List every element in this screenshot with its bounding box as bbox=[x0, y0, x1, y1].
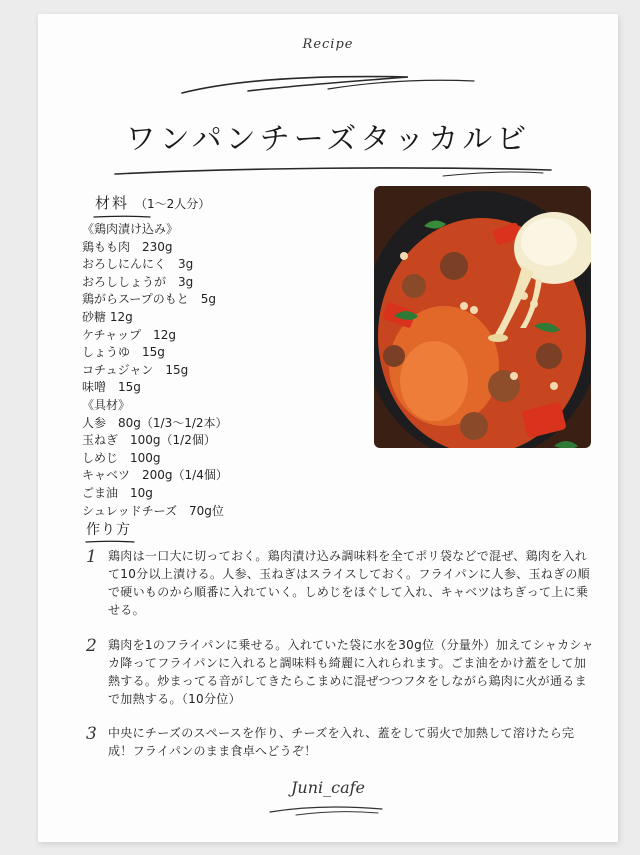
servings-label: （1〜2人分） bbox=[135, 197, 211, 211]
step-text: 中央にチーズのスペースを作り、チーズを入れ、蓋をして弱火で加熱して溶けたら完成！フライパンのまま食卓へどうぞ！ bbox=[108, 726, 575, 758]
dish-illustration bbox=[374, 186, 591, 448]
signature-underline bbox=[266, 802, 386, 818]
ingredient-item: 鶏がらスープのもと 5g bbox=[82, 292, 217, 307]
steps-heading: 作り方 bbox=[86, 522, 131, 538]
step-number: 2 bbox=[86, 636, 97, 656]
ingredient-item: 砂糖 12g bbox=[82, 309, 133, 324]
ingredient-item: 鶏もも肉 230g bbox=[82, 239, 173, 254]
ingredient-item: おろしにんにく 3g bbox=[82, 257, 194, 272]
ingredient-item: キャベツ 200g（1/4個） bbox=[82, 468, 228, 483]
ingredients-title: 材料 bbox=[95, 194, 130, 212]
recipe-card bbox=[38, 14, 618, 842]
step-number: 1 bbox=[86, 547, 97, 567]
ingredient-item: しめじ 100g bbox=[82, 450, 161, 465]
ingredient-item: ごま油 10g bbox=[82, 485, 153, 500]
ingredient-list bbox=[82, 221, 228, 520]
ingredients-underline bbox=[92, 214, 152, 220]
decorative-swoosh bbox=[178, 69, 478, 99]
step-text: 鶏肉は一口大に切っておく。鶏肉漬け込み調味料を全てポリ袋などで混ぜ、鶏肉を入れて10分以上漬ける。人参、玉ねぎはスライスしておく。フライパンに人参、玉ねぎの順で硬いものから順番に入れていく。しめじをほぐして入れ、キャベツはちぎって上に乗せる。 bbox=[108, 549, 590, 617]
ingredient-group-label: 《具材》 bbox=[82, 397, 131, 412]
ingredients-heading bbox=[95, 192, 210, 213]
dish-photo bbox=[374, 186, 591, 448]
ingredient-item: 味噌 15g bbox=[82, 380, 141, 395]
ingredient-item: おろししょうが 3g bbox=[82, 274, 194, 289]
ingredient-item: しょうゆ 15g bbox=[82, 345, 165, 360]
recipe-label: Recipe bbox=[302, 37, 354, 52]
ingredient-item: シュレッドチーズ 70g位 bbox=[82, 503, 224, 518]
ingredient-item: 玉ねぎ 100g（1/2個） bbox=[82, 433, 216, 448]
steps-underline bbox=[84, 539, 136, 545]
title-underline bbox=[113, 162, 553, 182]
ingredient-item: コチュジャン 15g bbox=[82, 362, 189, 377]
step-number: 3 bbox=[86, 724, 97, 744]
ingredient-item: 人参 80g（1/3〜1/2本） bbox=[82, 415, 228, 430]
page-title: ワンパンチーズタッカルビ bbox=[125, 122, 531, 157]
step-text: 鶏肉を1のフライパンに乗せる。入れていた袋に水を30g位（分量外）加えてシャカシャカ降ってフライパンに入れると調味料も綺麗に入れられます。ごま油をかけ蓋をして加熱する。炒まってる音がしてきたらこまめに混ぜつつフタをしながら鶏肉に火が通るまで加熱する。（10分位） bbox=[108, 638, 594, 706]
ingredient-item: ケチャップ 12g bbox=[82, 327, 177, 342]
ingredient-group-label: 《鶏肉漬け込み》 bbox=[82, 222, 179, 236]
author-signature: Juni_cafe bbox=[290, 778, 366, 797]
